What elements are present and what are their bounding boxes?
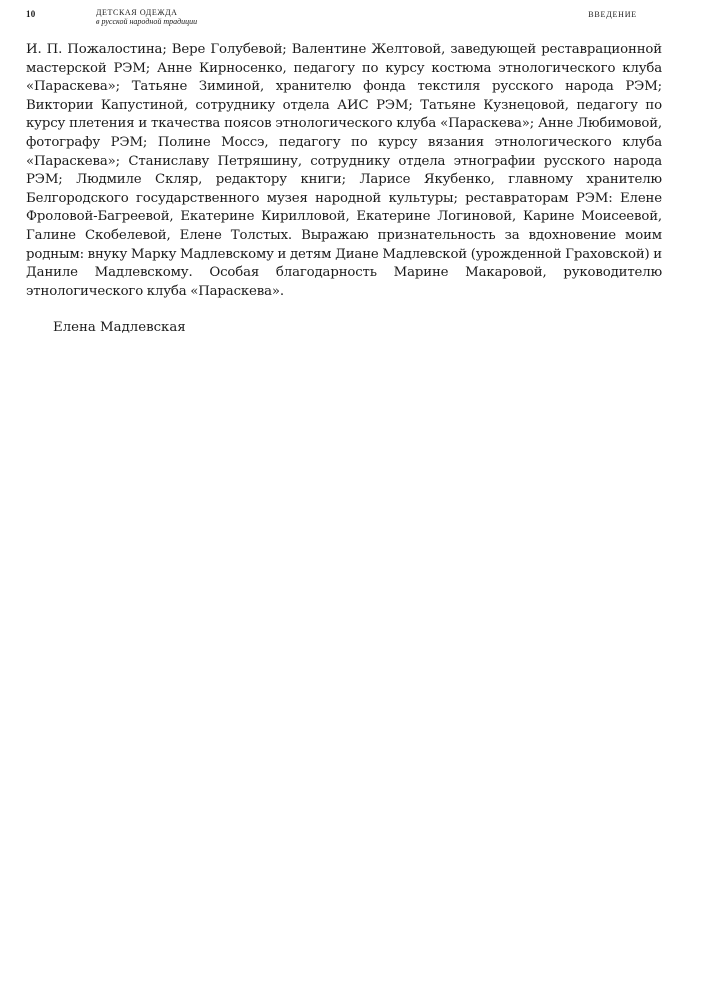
section-title: ВВЕДЕНИЕ xyxy=(588,10,637,19)
running-head xyxy=(96,8,197,26)
body-paragraph: И. П. Пожалостина; Вере Голубевой; Валентине Желтовой, заведующей реставрационной мастерской РЭМ; Анне Кирносенко, педагогу по курсу костюма этнологического клуба «Параскева»; Татьяне Зиминой, хранителю фонда текстиля русского народа РЭМ; Виктории Капустиной, сотруднику отдела АИС РЭМ; Татьяне Кузнецовой, педагогу по курсу плетения и ткачества поясов этнологического клуба «Параскева»; Анне Любимовой, фотографу РЭМ; Полине Моссэ, педагогу по курсу вязания этнологического клуба «Параскева»; Станиславу Петряшину, сотруднику отдела этнографии русского народа РЭМ; Людмиле Скляр, редактору книги; Ларисе Якубенко, главному хранителю Белгородского государственного музея народной культуры; реставраторам РЭМ: Елене Фроловой-Багреевой, Екатерине Кирилловой, Екатерине Логиновой, Карине Моисеевой, Галине Скобелевой, Елене Толстых. Выражаю признательность за вдохновение моим родным: внуку Марку Мадлевскому и детям Диане Мадлевской (урожденной Граховской) и Даниле Мадлевскому. Особая благодарность Марине Макаровой, руководителю этнологического клуба «Параскева». xyxy=(26,42,662,299)
page-number: 10 xyxy=(26,9,36,19)
author-signature: Елена Мадлевская xyxy=(53,320,186,335)
book-title: ДЕТСКАЯ ОДЕЖДА xyxy=(96,8,178,17)
book-subtitle: в русской народной традиции xyxy=(96,17,198,26)
